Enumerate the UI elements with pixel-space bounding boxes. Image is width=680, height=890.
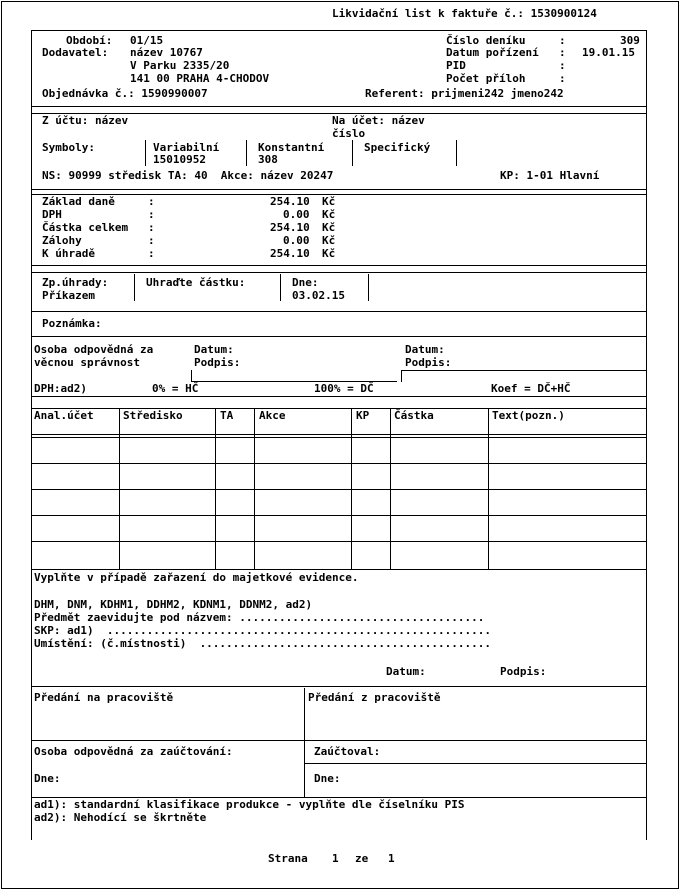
pid-sep: : <box>559 59 566 72</box>
footnote-ad1: ad1): standardní klasifikace produkce - vyplňte dle číselníku PIS <box>34 798 465 811</box>
datum-porizeni-label: Datum pořízení <box>446 46 539 59</box>
podpis-2-label: Podpis: <box>405 356 452 369</box>
dodavatel-label: Dodavatel: <box>42 46 109 59</box>
amount-sep: : <box>148 208 155 221</box>
uhradte-castku: Uhraďte částku: <box>146 276 246 289</box>
table-bottom-line <box>32 569 646 570</box>
footer-total: 1 <box>388 852 395 865</box>
table-row-line <box>32 515 646 516</box>
table-header-kp: KP <box>356 409 370 422</box>
obdobi-label: Období: <box>66 34 113 47</box>
podpis-1-label: Podpis: <box>194 356 241 369</box>
amount-label: Částka celkem <box>42 221 129 234</box>
footer-page: 1 <box>332 852 339 865</box>
resp-underline-2 <box>401 370 646 371</box>
divider-poznamka <box>32 336 646 337</box>
dc-label: 100% = DČ <box>314 382 374 395</box>
poznamka-label: Poznámka: <box>42 317 102 330</box>
amount-value: 254.10 <box>270 195 310 208</box>
referent: Referent: prijmeni242 jmeno242 <box>365 87 564 100</box>
dph-label: DPH:ad2) <box>34 382 87 395</box>
datum-porizeni-sep: : <box>559 46 566 59</box>
pocet-priloh-label: Počet příloh <box>446 72 526 85</box>
assets-podpis-label: Podpis: <box>500 665 547 678</box>
handover-line-mid-right <box>304 763 646 764</box>
symbol-divider-4 <box>456 140 457 166</box>
frame-right-line <box>646 30 647 840</box>
footnote-ad2: ad2): Nehodící se škrtněte <box>34 811 207 824</box>
dne-value: 03.02.15 <box>292 289 345 302</box>
obdobi-value: 01/15 <box>130 34 164 47</box>
hc-label: 0% = HČ <box>152 382 199 395</box>
predani-z-pracoviste: Předání z pracoviště <box>308 691 441 704</box>
amount-sep: : <box>148 195 155 208</box>
pocet-priloh-sep: : <box>559 72 566 85</box>
variabilni-label: Variabilní <box>153 141 220 154</box>
table-row-line <box>32 434 646 435</box>
predani-na-pracoviste: Předání na pracoviště <box>34 691 174 704</box>
assets-skp: SKP: ad1) .......................................................... <box>34 624 491 637</box>
dne-label: Dne: <box>292 276 319 289</box>
table-row-line <box>32 541 646 542</box>
symbol-divider-3 <box>352 140 353 166</box>
dne-left-label: Dne: <box>34 772 61 785</box>
table-header-anal-ucet: Anal.účet <box>34 409 94 422</box>
amount-label: DPH <box>42 208 62 221</box>
divider-dph <box>32 396 646 397</box>
divider-accounts-bottom <box>32 189 646 190</box>
amount-value: 254.10 <box>270 221 310 234</box>
amount-value: 0.00 <box>283 234 310 247</box>
dodavatel-name: název 10767 <box>130 46 203 59</box>
symboly-label: Symboly: <box>42 141 95 154</box>
zp-uhrady-value: Příkazem <box>42 289 95 302</box>
datum-1-label: Datum: <box>194 343 234 356</box>
handover-line-left <box>32 740 304 741</box>
symbol-divider-2 <box>246 140 247 166</box>
osoba-line-1: Osoba odpovědná za <box>34 343 154 356</box>
amount-label: Základ daně <box>42 195 115 208</box>
table-row-line <box>32 437 646 438</box>
payment-divider-2 <box>280 274 281 301</box>
ns-line: NS: 90999 středisk TA: 40 Akce: název 20247 <box>42 169 334 182</box>
amount-label: Zálohy <box>42 234 82 247</box>
osoba-line-2: věcnou správnost <box>34 356 140 369</box>
specificky-label: Specifický <box>364 141 431 154</box>
assets-umisteni: Umístění: (č.místnosti) ............................................ <box>34 637 491 650</box>
payment-divider-3 <box>368 274 369 301</box>
payment-divider-1 <box>134 274 135 301</box>
dodavatel-city: 141 00 PRAHA 4-CHODOV <box>130 72 270 85</box>
kp-line: KP: 1-01 Hlavní <box>500 169 600 182</box>
table-header-akce: Akce <box>259 409 286 422</box>
datum-porizeni-value: 19.01.15 <box>582 46 635 59</box>
divider-payment-bottom <box>32 311 646 312</box>
dne-right-label: Dne: <box>314 772 341 785</box>
footer-ze: ze <box>355 852 369 865</box>
table-header-ta: TA <box>220 409 234 422</box>
variabilni-value: 15010952 <box>153 153 206 166</box>
divider-amounts-bottom <box>32 265 646 266</box>
frame-left-line <box>31 30 32 840</box>
konstantni-label: Konstantní <box>258 141 325 154</box>
document-title: Likvidační list k faktuře č.: 1530900124 <box>332 7 597 20</box>
koef-label: Koef = DČ+HČ <box>491 382 571 395</box>
assets-instruction: Vyplňte v případě zařazení do majetkové evidence. <box>34 571 359 584</box>
dodavatel-street: V Parku 2335/20 <box>130 59 230 72</box>
cislo-deniku-label: Číslo deníku <box>446 34 526 47</box>
z-uctu: Z účtu: název <box>42 114 129 127</box>
amount-sep: : <box>148 247 155 260</box>
amount-currency: Kč <box>322 221 336 234</box>
table-row-line <box>32 463 646 464</box>
divider-header <box>32 106 646 107</box>
table-header-text: Text(pozn.) <box>492 409 565 422</box>
zauctoval: Zaúčtoval: <box>314 745 381 758</box>
osoba-zauctovani: Osoba odpovědná za zaúčtování: <box>34 745 233 758</box>
cislo-deniku-value: 309 <box>620 34 640 47</box>
pid-label: PID <box>446 59 466 72</box>
table-row-line <box>32 489 646 490</box>
assets-predmet: Předmět zaevidujte pod názvem: ..................................... <box>34 611 485 624</box>
datum-2-label: Datum: <box>405 343 445 356</box>
assets-datum-label: Datum: <box>386 665 426 678</box>
table-header-castka: Částka <box>394 409 434 422</box>
amount-label: K úhradě <box>42 247 95 260</box>
konstantni-value: 308 <box>258 153 278 166</box>
amount-sep: : <box>148 234 155 247</box>
amount-sep: : <box>148 221 155 234</box>
table-header-stredisko: Středisko <box>123 409 183 422</box>
na-ucet-cislo: číslo <box>332 127 366 140</box>
amount-currency: Kč <box>322 234 336 247</box>
divider-amounts-top <box>32 194 646 195</box>
zp-uhrady-label: Zp.úhrady: <box>42 276 109 289</box>
amount-value: 0.00 <box>283 208 310 221</box>
amount-currency: Kč <box>322 247 336 260</box>
handover-line-right <box>304 740 646 741</box>
frame-top-line <box>32 30 646 31</box>
divider-payment-top <box>32 272 646 273</box>
footer-strana: Strana <box>268 852 308 865</box>
amount-currency: Kč <box>322 195 336 208</box>
resp-divider-2 <box>401 370 402 382</box>
divider-assets-bottom <box>32 686 646 687</box>
cislo-deniku-sep: : <box>559 34 566 47</box>
symbol-divider-1 <box>145 140 146 166</box>
assets-types: DHM, DNM, KDHM1, DDHM2, KDNM1, DDNM2, ad2) <box>34 598 313 611</box>
handover-middle-divider <box>304 688 305 798</box>
amount-currency: Kč <box>322 208 336 221</box>
objednavka: Objednávka č.: 1590990007 <box>42 87 208 100</box>
amount-value: 254.10 <box>270 247 310 260</box>
na-ucet: Na účet: název <box>332 114 425 127</box>
